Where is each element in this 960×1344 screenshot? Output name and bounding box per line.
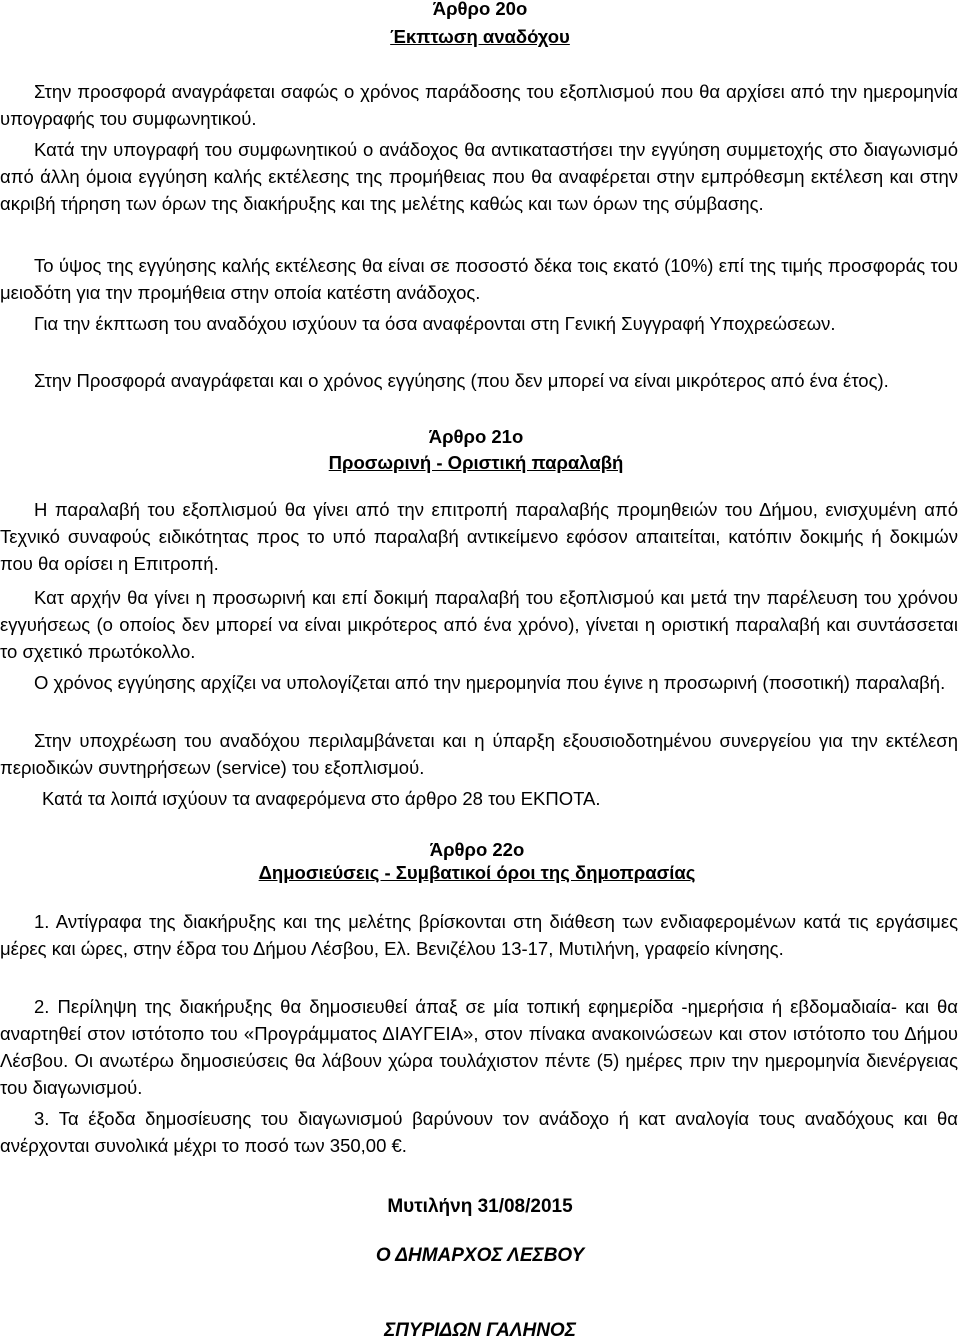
article-22-number: Άρθρο 22ο	[429, 839, 525, 860]
article-20-title: Έκπτωση αναδόχου	[390, 26, 570, 47]
article-20-paragraph-4: Για την έκπτωση του αναδόχου ισχύουν τα όσα αναφέρονται στη Γενική Συγγραφή Υποχρεώσεων.	[34, 313, 836, 334]
article-21-paragraph-1: Η παραλαβή του εξοπλισμού θα γίνει από την επιτροπή παραλαβής προμηθειών του Δήμου, ενισχυμένη από Τεχνικό συναφούς ειδικότητας προς το υπό παραλαβή αντικείμενο εφόσον απαιτείται, κατόπιν δοκιμής ή δοκιμών που θα ορίσει η Επιτροπή.	[0, 499, 958, 574]
article-20-number: Άρθρο 20ο	[432, 0, 528, 19]
article-20-paragraph-2: Κατά την υπογραφή του συμφωνητικού ο ανάδοχος θα αντικαταστήσει την εγγύηση συμμετοχής στο διαγωνισμό από άλλη όμοια εγγύηση καλής εκτέλεσης της προμήθειας που θα αναφέρεται στην εμπρόθεσμη εκτέλεση και στην ακριβή τήρηση των όρων της διακήρυξης και της μελέτης καθώς και των όρων της σύμβασης.	[0, 139, 958, 214]
article-20-paragraph-5: Στην Προσφορά αναγράφεται και ο χρόνος εγγύησης (που δεν μπορεί να είναι μικρότερος από ένα έτος).	[34, 370, 889, 391]
article-20-paragraph-1: Στην προσφορά αναγράφεται σαφώς ο χρόνος παράδοσης του εξοπλισμού που θα αρχίσει από την ημερομηνία υπογραφής του συμφωνητικού.	[0, 81, 958, 129]
article-21-paragraph-5: Κατά τα λοιπά ισχύουν τα αναφερόμενα στο άρθρο 28 του ΕΚΠΟΤΑ.	[42, 788, 601, 809]
article-22-item-3: 3. Τα έξοδα δημοσίευσης του διαγωνισμού βαρύνουν τον ανάδοχο ή κατ αναλογία τους αναδόχους και θα ανέρχονται συνολικά μέχρι το ποσό των 350,00 €.	[0, 1108, 958, 1156]
article-21-paragraph-2: Κατ αρχήν θα γίνει η προσωρινή και επί δοκιμή παραλαβή του εξοπλισμού και μετά την παρέλευση του χρόνου εγγυήσεως (ο οποίος δεν μπορεί να είναι μικρότερος από ένα χρόνο), γίνεται η οριστική παραλαβή και συντάσσεται το σχετικό πρωτόκολλο.	[0, 587, 958, 662]
article-22-title: Δημοσιεύσεις - Συμβατικοί όροι της δημοπρασίας	[258, 862, 696, 883]
signature-name: ΣΠΥΡΙΔΩΝ ΓΑΛΗΝΟΣ	[384, 1320, 576, 1341]
signature-place-date: Μυτιλήνη 31/08/2015	[387, 1196, 573, 1217]
article-21-title: Προσωρινή - Οριστική παραλαβή	[328, 452, 624, 473]
article-21-paragraph-4: Στην υποχρέωση του αναδόχου περιλαμβάνεται και η ύπαρξη εξουσιοδοτημένου συνεργείου για την εκτέλεση περιοδικών συντηρήσεων (service) του εξοπλισμού.	[0, 730, 958, 778]
article-21-paragraph-3: Ο χρόνος εγγύησης αρχίζει να υπολογίζεται από την ημερομηνία που έγινε η προσωρινή (ποσοτική) παραλαβή.	[34, 672, 946, 693]
article-22-item-1: 1. Αντίγραφα της διακήρυξης και της μελέτης βρίσκονται στη διάθεση των ενδιαφερομένων κατά τις εργάσιμες μέρες και ώρες, στην έδρα του Δήμου Λέσβου, Ελ. Βενιζέλου 13-17, Μυτιλήνη, γραφείο κίνησης.	[0, 911, 958, 959]
article-20-paragraph-3: Το ύψος της εγγύησης καλής εκτέλεσης θα είναι σε ποσοστό δέκα τοις εκατό (10%) επί της τιμής προσφοράς του μειοδότη για την προμήθεια στην οποία κατέστη ανάδοχος.	[0, 255, 958, 303]
article-21-number: Άρθρο 21ο	[428, 426, 524, 447]
article-22-item-2: 2. Περίληψη της διακήρυξης θα δημοσιευθεί άπαξ σε μία τοπική εφημερίδα -ημερήσια ή εβδομαδιαία- και θα αναρτηθεί στον ιστότοπο του «Προγράμματος ΔΙΑΥΓΕΙΑ», στον πίνακα ανακοινώσεων και στον ιστότοπο του Δήμου Λέσβου. Οι ανωτέρω δημοσιεύσεις θα λάβουν χώρα τουλάχιστον πέντε (5) ημέρες πριν την ημερομηνία διενέργειας του διαγωνισμού.	[0, 996, 958, 1098]
signature-role: Ο ΔΗΜΑΡΧΟΣ ΛΕΣΒΟΥ	[375, 1245, 585, 1266]
